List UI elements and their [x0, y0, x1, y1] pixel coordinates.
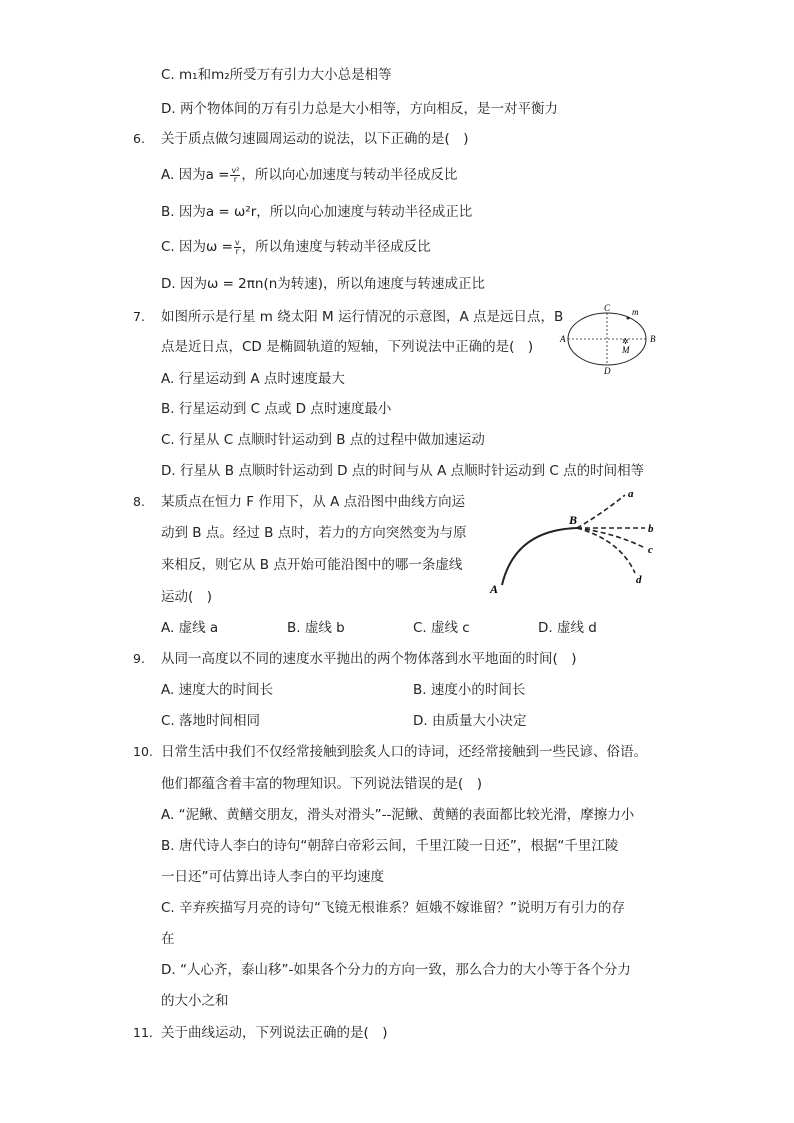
- q8-stem-line3: 来相反，则它从 B 点开始可能沿图中的哪一条虚线: [161, 557, 463, 573]
- dashed-line-d: [577, 528, 635, 573]
- q6-option-a-prefix: A. 因为a =: [161, 167, 230, 183]
- q9-number: 9.: [133, 651, 145, 666]
- q10-stem-line1: 日常生活中我们不仅经常接触到脍炙人口的诗词，还经常接触到一些民谚、俗语。: [161, 744, 647, 760]
- q7-option-a: A. 行星运动到 A 点时速度最大: [161, 371, 345, 387]
- q9-option-c: C. 落地时间相同: [161, 713, 261, 729]
- q8-option-a: A. 虚线 a: [161, 620, 219, 636]
- q6-stem: 关于质点做匀速圆周运动的说法，以下正确的是( ): [161, 131, 469, 147]
- q8-number: 8.: [133, 494, 145, 509]
- label-m: m: [632, 307, 639, 317]
- q7-option-c: C. 行星从 C 点顺时针运动到 B 点的过程中做加速运动: [161, 432, 485, 448]
- fraction-denominator: r: [235, 246, 239, 256]
- q8-trajectory-figure: [485, 485, 665, 600]
- label-A: A: [490, 582, 499, 596]
- fraction-numerator: v: [234, 237, 240, 247]
- q8-option-d: D. 虚线 d: [538, 620, 597, 636]
- q10-option-d-line1: D. “人心齐，泰山移”-如果各个分力的方向一致，那么合力的大小等于各个分力: [161, 962, 631, 978]
- label-A: A: [560, 334, 566, 344]
- q9-option-a: A. 速度大的时间长: [161, 682, 274, 698]
- label-B: B: [650, 334, 656, 344]
- q9-option-b: B. 速度小的时间长: [413, 682, 526, 698]
- q5-option-d: D. 两个物体间的万有引力总是大小相等，方向相反，是一对平衡力: [161, 101, 558, 117]
- q6-option-c-suffix: ，所以角速度与转动半径成反比: [241, 239, 431, 255]
- q6-option-c-fraction: [234, 239, 241, 256]
- q10-option-c-line2: 在: [161, 931, 175, 947]
- q6-option-d: D. 因为ω = 2πn(n为转速)，所以角速度与转速成正比: [161, 276, 486, 292]
- label-b: b: [648, 523, 654, 535]
- q6-number: 6.: [133, 131, 145, 146]
- q8-option-c: C. 虚线 c: [413, 620, 470, 636]
- q6-option-a: [161, 166, 457, 184]
- q8-stem-line2: 动到 B 点。经过 B 点时，若力的方向突然变为与原: [161, 525, 467, 541]
- sun-symbol: ✲: [622, 337, 629, 346]
- q6-option-b: B. 因为a = ω²r，所以向心加速度与转动半径成正比: [161, 204, 473, 220]
- q10-stem-line2: 他们都蕴含着丰富的物理知识。下列说法错误的是( ): [161, 776, 483, 792]
- q8-stem-line1: 某质点在恒力 F 作用下，从 A 点沿图中曲线方向运: [161, 494, 466, 510]
- fraction-numerator: v²: [231, 165, 240, 175]
- q10-option-b-line2: 一日还”可估算出诗人李白的平均速度: [161, 869, 384, 885]
- q10-option-b-line1: B. 唐代诗人李白的诗句“朝辞白帝彩云间，千里江陵一日还”，根据“千里江陵: [161, 838, 619, 854]
- q7-option-b: B. 行星运动到 C 点或 D 点时速度最小: [161, 401, 392, 417]
- q7-number: 7.: [133, 309, 145, 324]
- q8-stem-line4: 运动( ): [161, 589, 213, 605]
- q11-number: 11.: [133, 1025, 153, 1040]
- q7-orbit-figure: [560, 303, 670, 376]
- q7-option-d: D. 行星从 B 点顺时针运动到 D 点的时间与从 A 点顺时针运动到 C 点的时间相等: [161, 463, 645, 479]
- q7-stem-line2: 点是近日点，CD 是椭圆轨道的短轴，下列说法中正确的是( ): [161, 339, 534, 355]
- fraction-denominator: r: [233, 174, 238, 184]
- q10-option-d-line2: 的大小之和: [161, 993, 229, 1009]
- q10-option-c-line1: C. 辛弃疾描写月亮的诗句“飞镜无根谁系？姮娥不嫁谁留？”说明万有引力的存: [161, 900, 625, 916]
- label-B: B: [569, 513, 578, 527]
- q6-option-a-suffix: ，所以向心加速度与转动半径成反比: [241, 167, 458, 183]
- path-A-to-B: [502, 528, 577, 585]
- q10-option-a: A. “泥鳅、黄鳝交朋友，滑头对滑头”--泥鳅、黄鳝的表面都比较光滑，摩擦力小: [161, 807, 635, 823]
- q5-option-c: C. m₁和m₂所受万有引力大小总是相等: [161, 67, 392, 83]
- q9-stem: 从同一高度以不同的速度水平抛出的两个物体落到水平地面的时间( ): [161, 651, 577, 667]
- q6-option-c: [161, 238, 431, 256]
- label-c: c: [648, 544, 653, 556]
- q11-stem: 关于曲线运动，下列说法正确的是( ): [161, 1025, 388, 1041]
- q6-option-c-prefix: C. 因为ω =: [161, 239, 233, 255]
- q8-option-b: B. 虚线 b: [287, 620, 345, 636]
- label-M: M: [622, 345, 630, 355]
- q10-number: 10.: [133, 744, 153, 759]
- q6-option-a-fraction: [230, 167, 240, 184]
- dashed-line-a: [577, 495, 625, 528]
- label-a: a: [628, 488, 634, 500]
- q7-stem-line1: 如图所示是行星 m 绕太阳 M 运行情况的示意图，A 点是远日点，B: [161, 309, 564, 325]
- label-C: C: [604, 303, 611, 313]
- label-d: d: [636, 574, 642, 586]
- planet-dot: [627, 317, 630, 320]
- q9-option-d: D. 由质量大小决定: [413, 713, 527, 729]
- label-D: D: [604, 366, 611, 376]
